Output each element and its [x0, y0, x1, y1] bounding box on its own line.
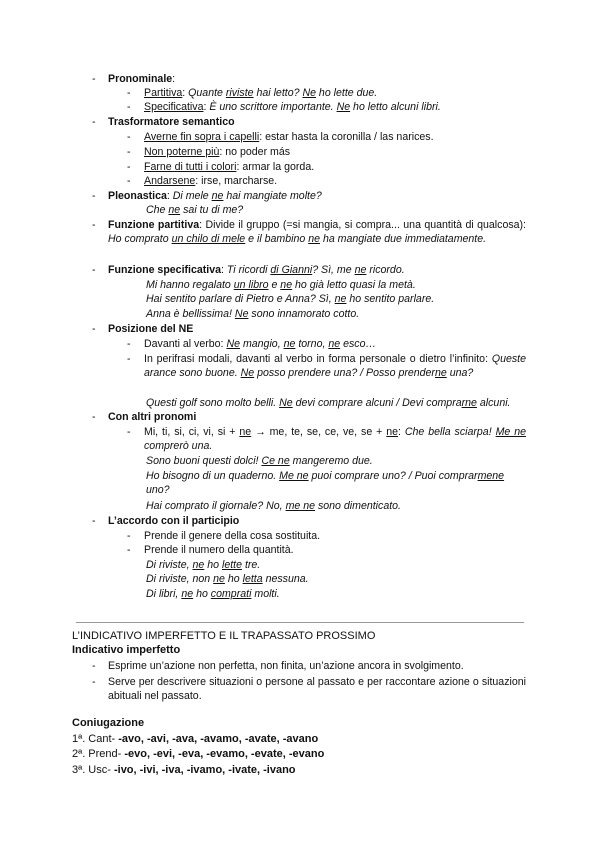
- coniugazione-title: Coniugazione: [72, 717, 145, 729]
- list-dash: -: [127, 530, 131, 542]
- funzione-specificativa-line: Funzione specificativa: Ti ricordi di Gianni? Sì, me ne ricordo.: [108, 264, 405, 276]
- idiom-item: Non poterne più: no poder más: [144, 146, 291, 158]
- altri-example: Hai comprato il giornale? No, me ne sono dimenticato.: [146, 500, 401, 512]
- list-dash: -: [127, 101, 131, 113]
- partitiva-line: Partitiva: Quante riviste hai letto? Ne ho lette due.: [144, 87, 378, 99]
- specificativa-line: Specificativa: È uno scrittore importante. Ne ho letto alcuni libri.: [144, 101, 441, 113]
- idiom-item: Farne di tutti i colori: armar la gorda.: [144, 161, 315, 173]
- list-dash: -: [92, 411, 96, 423]
- conjugation-row: 3ª. Usc- -ivo, -ivi, -iva, -ivamo, -ivate, -ivano: [72, 764, 296, 776]
- specificativa-example: Anna è bellissima! Ne sono innamorato cotto.: [146, 308, 360, 320]
- specificativa-example: Hai sentito parlare di Pietro e Anna? Sì, ne ho sentito parlare.: [146, 293, 435, 305]
- altri-pronomi-item: Mi, ti, si, ci, vi, si + ne → me, te, se, ce, ve, se + ne: Che bella sciarpa! Me ne comprerò una.: [144, 426, 526, 452]
- list-dash: -: [92, 323, 96, 335]
- conjugation-row: 1ª. Cant- -avo, -avi, -ava, -avamo, -avate, -avano: [72, 733, 319, 745]
- posizione-example: Questi golf sono molto belli. Ne devi comprare alcuni / Devi comprarne alcuni.: [146, 397, 511, 409]
- list-dash: -: [127, 544, 131, 556]
- list-dash: -: [92, 264, 96, 276]
- list-dash: -: [92, 219, 96, 231]
- accordo-title: L’accordo con il participio: [108, 515, 240, 527]
- list-dash: -: [127, 175, 131, 187]
- trasformatore-title: Trasformatore semantico: [108, 116, 235, 128]
- list-dash: -: [127, 338, 131, 350]
- list-dash: -: [127, 353, 131, 365]
- posizione-item: Davanti al verbo: Ne mangio, ne torno, ne esco…: [144, 338, 377, 350]
- accordo-item: Prende il genere della cosa sostituita.: [144, 530, 321, 542]
- altri-example: Ho bisogno di un quaderno. Me ne puoi comprare uno? / Puoi comprarmene uno?: [146, 470, 505, 496]
- specificativa-example: Mi hanno regalato un libro e ne ho già letto quasi la metà.: [146, 279, 416, 291]
- list-dash: -: [92, 73, 96, 85]
- accordo-example: Di riviste, non ne ho letta nessuna.: [146, 573, 309, 585]
- accordo-item: Prende il numero della quantità.: [144, 544, 294, 556]
- accordo-example: Di libri, ne ho comprati molti.: [146, 588, 280, 600]
- list-dash: -: [127, 131, 131, 143]
- list-dash: -: [127, 426, 131, 438]
- list-dash: -: [92, 116, 96, 128]
- conjugation-row: 2ª. Prend- -evo, -evi, -eva, -evamo, -evate, -evano: [72, 748, 325, 760]
- idiom-item: Averne fin sopra i capelli: estar hasta la coronilla / las narices.: [144, 131, 434, 143]
- list-dash: -: [92, 190, 96, 202]
- posizione-item: In perifrasi modali, davanti al verbo in forma personale o dietro l’infinito: Queste arance sono buone. Ne posso prendere una? / Posso prenderne una?: [144, 353, 526, 379]
- list-dash: -: [127, 146, 131, 158]
- list-dash: -: [92, 515, 96, 527]
- pronominale-title: Pronominale:: [108, 73, 176, 85]
- funzione-partitiva-paragraph: Funzione partitiva: Divide il gruppo (=si mangia, si compra... una quantità di qualcosa): Ho comprato un chilo di mele e il bambino ne ha mangiate due immediatamente.: [108, 219, 526, 245]
- section-subheading: Indicativo imperfetto: [72, 644, 181, 656]
- list-dash: -: [127, 161, 131, 173]
- list-dash: -: [92, 676, 96, 688]
- altri-example: Sono buoni questi dolci! Ce ne mangeremo due.: [146, 455, 373, 467]
- posizione-title: Posizione del NE: [108, 323, 194, 335]
- accordo-example: Di riviste, ne ho lette tre.: [146, 559, 261, 571]
- list-dash: -: [92, 660, 96, 672]
- imperfetto-bullet: Esprime un’azione non perfetta, non finita, un’azione ancora in svolgimento.: [108, 660, 464, 672]
- list-dash: -: [127, 87, 131, 99]
- idiom-item: Andarsene: irse, marcharse.: [144, 175, 278, 187]
- pleonastica-line: Pleonastica: Di mele ne hai mangiate molte?: [108, 190, 322, 202]
- section-divider: [76, 622, 524, 623]
- pleonastica-example: Che ne sai tu di me?: [146, 204, 244, 216]
- section-heading: L’INDICATIVO IMPERFETTO E IL TRAPASSATO PROSSIMO: [72, 630, 376, 642]
- altri-pronomi-title: Con altri pronomi: [108, 411, 197, 423]
- imperfetto-bullet: Serve per descrivere situazioni o persone al passato e per raccontare azione o situazioni abituali nel passato.: [108, 676, 526, 702]
